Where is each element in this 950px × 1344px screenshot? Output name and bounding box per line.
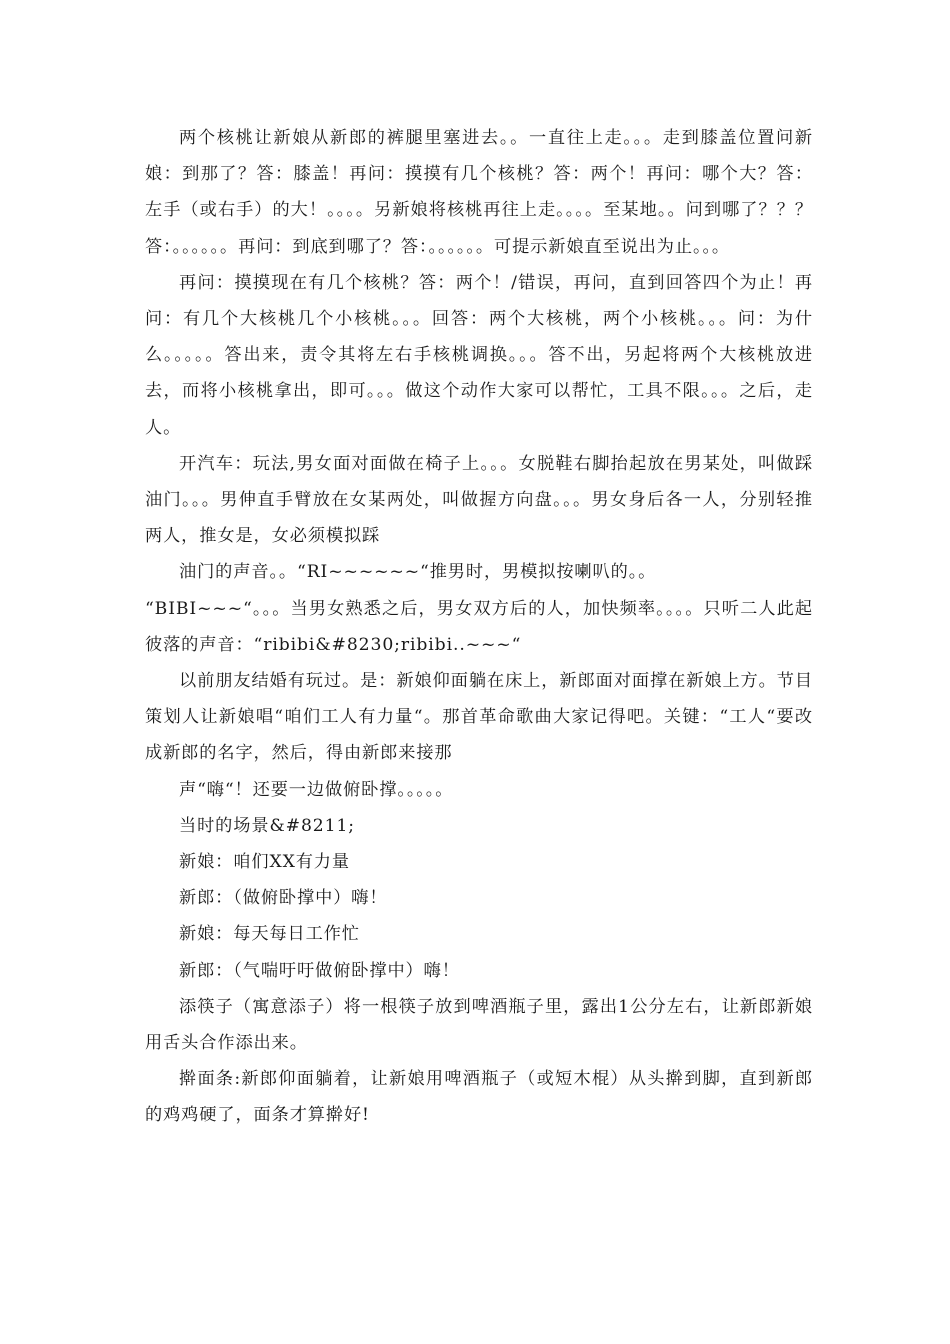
dialogue-line-groom-1: 新郎：（做俯卧撑中）嗨！ <box>179 888 388 909</box>
paragraph-scene: 当时的场景&#8211; <box>179 815 355 836</box>
dialogue-line-bride-2: 新娘：每天每日工作忙 <box>179 924 360 945</box>
dialogue-line-groom-2: 新郎：（气喘吁吁做俯卧撑中）嗨！ <box>179 960 460 981</box>
document-body <box>145 120 813 1134</box>
paragraph-noodle-game: 擀面条:新郎仰面躺着，让新娘用啤酒瓶子（或短木棍）从头擀到脚，直到新郎的鸡鸡硬了，面条才算擀好! <box>145 1069 813 1126</box>
paragraph-throttle-sound: 油门的声音。。“RI~~~~~~“推男时，男模拟按喇叭的。。 <box>179 562 657 583</box>
paragraph-chopsticks-game: 添筷子（寓意添子）将一根筷子放到啤酒瓶子里，露出1公分左右，让新郎新娘用舌头合作添出来。 <box>145 996 813 1054</box>
paragraph-horn-sound: “BIBI~~~“。。。当男女熟悉之后，男女双方后的人，加快频率。。。。只听二人此起彼落的声音：“ribibi&#8230;ribibi..~~~“ <box>145 598 813 655</box>
paragraph-song-game: 以前朋友结婚有玩过。是：新娘仰面躺在床上，新郎面对面撑在新娘上方。节目策划人让新娘唱“咱们工人有力量“。那首革命歌曲大家记得吧。关键：“工人“要改成新郎的名字，然后，得由新郎来接那 <box>145 671 813 764</box>
paragraph-driving-game: 开汽车：玩法,男女面对面做在椅子上。。。女脱鞋右脚抬起放在男某处，叫做踩油门。。。男伸直手臂放在女某两处，叫做握方向盘。。。男女身后各一人，分别轻推两人，推女是，女必须模拟踩 <box>145 453 813 547</box>
paragraph-pushup: 声“嗨“！还要一边做俯卧撑。。。。。 <box>179 779 454 800</box>
paragraph-walnut-followup: 再问：摸摸现在有几个核桃？答：两个！/错误，再问，直到回答四个为止！再问：有几个大核桃几个小核桃。。。回答：两个大核桃，两个小核桃。。。问：为什么。。。。。答出来，责令其将左右手核桃调换。。。答不出，另起将两个大核桃放进去，而将小核桃拿出，即可。。。做这个动作大家可以帮忙，工具不限。。。之后，走人。 <box>145 272 813 438</box>
paragraph-walnut-game: 两个核桃让新娘从新郎的裤腿里塞进去。。一直往上走。。。走到膝盖位置问新娘：到那了？答：膝盖！再问：摸摸有几个核桃？答：两个！再问：哪个大？答：左手（或右手）的大！。。。。另新娘将核桃再往上走。。。。至某地。。问到哪了？？？答：。。。。。。再问：到底到哪了？答：。。。。。。可提示新娘直至说出为止。。。 <box>145 128 813 257</box>
dialogue-line-bride-1: 新娘：咱们XX有力量 <box>179 852 350 873</box>
